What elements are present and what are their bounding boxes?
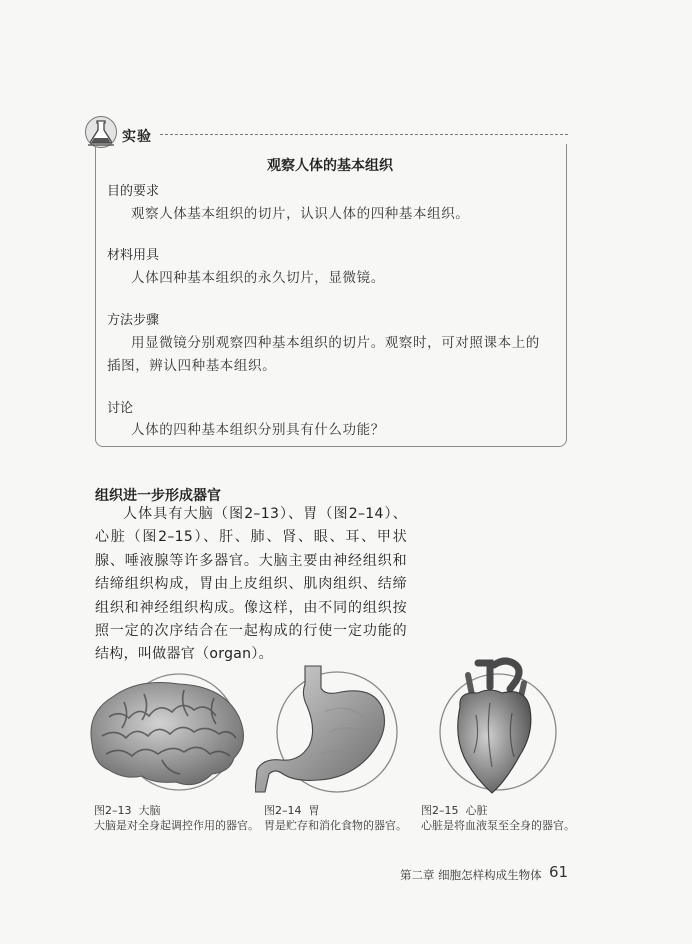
section-heading-purpose: 目的要求: [107, 184, 160, 199]
experiment-label: 实验: [122, 129, 152, 145]
figure-description: 大脑是对全身起调控作用的器官。: [94, 819, 259, 832]
heart-image: [430, 657, 560, 799]
section-heading-discussion: 讨论: [107, 401, 134, 416]
figure-title: 胃: [308, 804, 320, 817]
section-heading-materials: 材料用具: [107, 248, 160, 263]
figure-description: 胃是贮存和消化食物的器官。: [264, 819, 407, 832]
figure-number: 图2–13: [94, 804, 132, 817]
figure-number: 图2–15: [421, 804, 459, 817]
chapter-footer: 第二章 细胞怎样构成生物体: [400, 868, 542, 882]
figure-number: 图2–14: [264, 804, 302, 817]
figure-caption-stomach: [264, 803, 407, 833]
figure-title: 大脑: [138, 804, 161, 817]
page-number: 61: [549, 863, 569, 881]
figure-title: 心脏: [465, 804, 488, 817]
section-heading: 组织进一步形成器官: [95, 488, 221, 504]
experiment-title: 观察人体的基本组织: [267, 158, 393, 174]
section-heading-method: 方法步骤: [107, 313, 160, 328]
stomach-image: [255, 662, 415, 798]
experiment-header-line: [160, 134, 568, 135]
figure-description: 心脏是将血液泵至全身的器官。: [421, 819, 575, 832]
section-text-discussion: 人体的四种基本组织分别具有什么功能？: [131, 422, 385, 438]
experiment-box: [95, 144, 567, 447]
section-text-method-2: 插图，辨认四种基本组织。: [107, 358, 277, 374]
section-text-purpose: 观察人体基本组织的切片，认识人体的四种基本组织。: [131, 206, 470, 222]
figure-caption-brain: [94, 803, 259, 833]
section-text-method-1: 用显微镜分别观察四种基本组织的切片。观察时，可对照课本上的: [131, 335, 540, 351]
brain-image: [84, 672, 254, 798]
figure-caption-heart: [421, 803, 575, 833]
section-paragraph: 人体具有大脑（图2–13）、胃（图2–14）、心脏（图2–15）、肝、肺、肾、眼、耳、甲状腺、唾液腺等许多器官。大脑主要由神经组织和结缔组织构成，胃由上皮组织、肌肉组织、结缔组织和神经组织构成。像这样，由不同的组织按照一定的次序结合在一起构成的行使一定功能的结构，叫做器官（organ）。: [95, 506, 407, 663]
section-text-materials: 人体四种基本组织的永久切片，显微镜。: [131, 270, 385, 286]
